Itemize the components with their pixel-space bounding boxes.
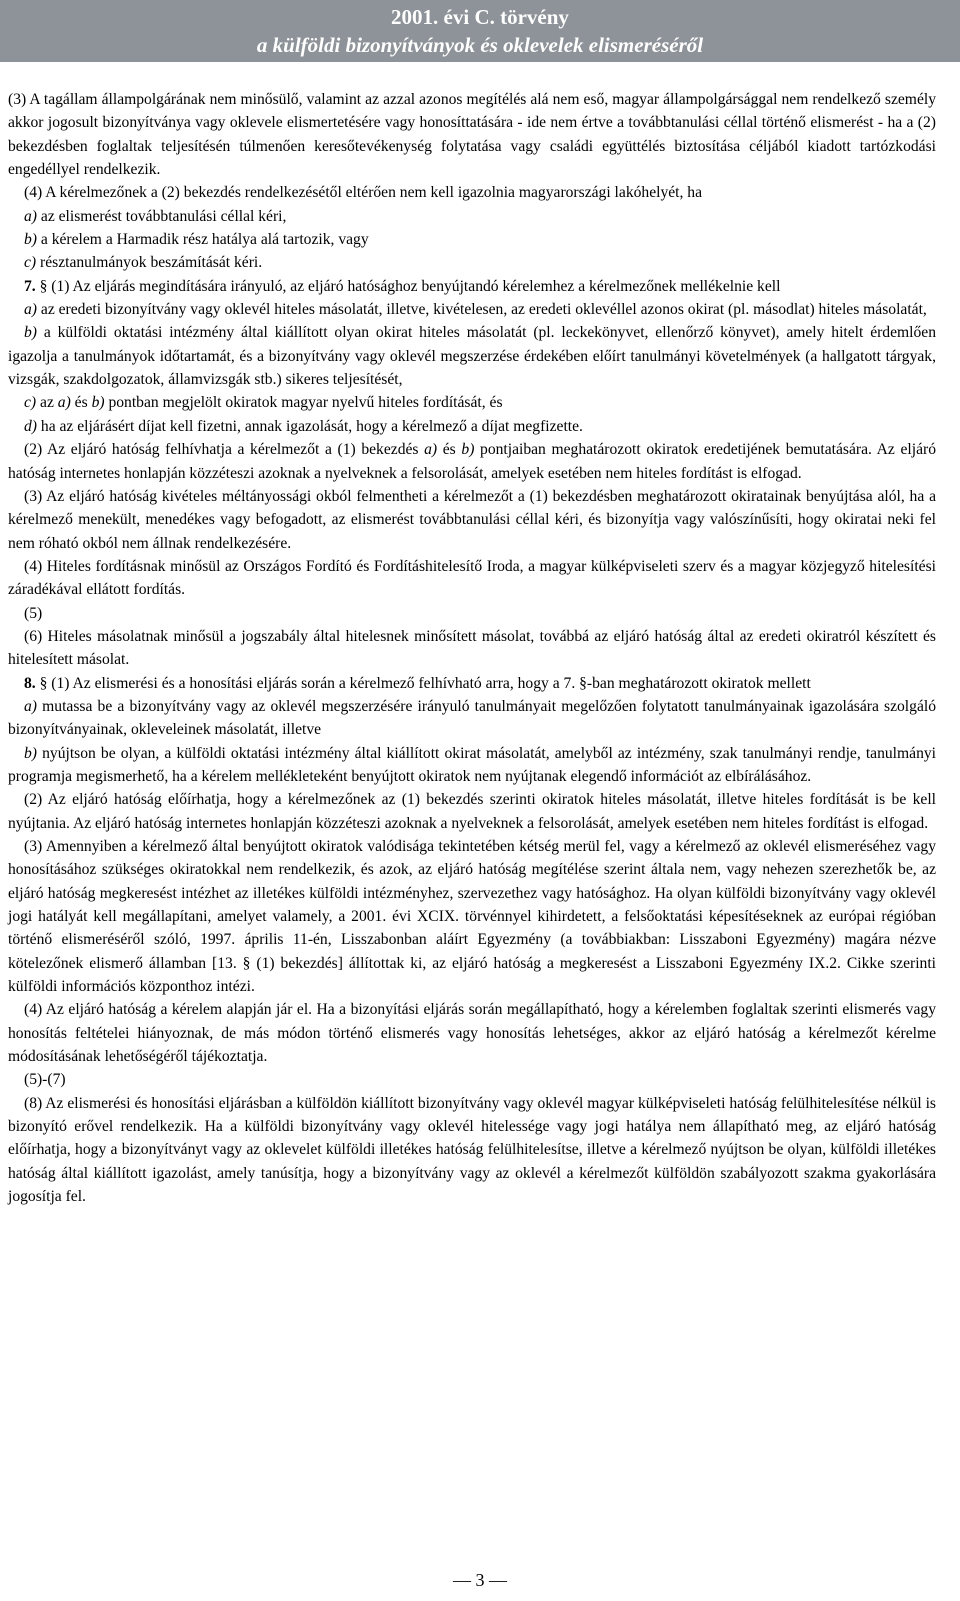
paragraph-s7-5: (5) [24,604,43,622]
paragraph-s7a: a) az eredeti bizonyítvány vagy oklevél hiteles másolatát, illetve, kivételesen, az eredeti oklevéllel azonos okirat (pl. másodlat) hiteles másolatát, [24,301,927,319]
law-title: 2001. évi C. törvény [391,5,569,29]
paragraph-s7: 7. § (1) Az eljárás megindítására irányuló, az eljáró hatósághoz benyújtandó kérelemhez a kérelmezőnek mellékelnie kell [24,277,781,295]
page-number: — 3 — [453,1570,507,1590]
law-subtitle: a külföldi bizonyítványok és oklevelek elismeréséről [256,33,704,57]
paragraph-s7-4: (4) Hiteles fordításnak minősül az Országos Fordító és Fordításhitelesítő Iroda, a magyar külképviseleti szerv és a magyar közjegyző hitelesítési záradékával ellátott fordítás. [8,557,936,599]
document-body [8,88,936,1209]
paragraph-s7-3: (3) Az eljáró hatóság kivételes méltányossági okból felmentheti a kérelmezőt a (1) bekezdésben meghatározott okiratainak benyújtása alól, ha a kérelmező menekült, menedékes vagy befogadott, az elismerést továbbtanulási céllal kéri, és bizonyítja vagy valószínűsíti, hogy okiratai neki fel nem róható okból nem állnak rendelkezésére. [8,487,936,552]
paragraph-p3: (3) A tagállam állampolgárának nem minősülő, valamint az azzal azonos megítélés alá nem eső, magyar állampolgársággal nem rendelkező személy akkor jogosult bizonyítványa vagy oklevele elismertetésére vagy honosíttatására - ide nem értve a továbbtanulási céllal történő elismerést - ha a (2) bekezdésben foglaltak teljesítésén túlmenően keresőtevékenység folytatása vagy családi együttélés biztosítása céljából kiadott tartózkodási engedéllyel rendelkezik. [8,91,936,179]
paragraph-s8-4: (4) Az eljáró hatóság a kérelem alapján jár el. Ha a bizonyítási eljárás során megállapítható, hogy a kérelemben foglaltak szerinti elismerés vagy honosítás feltételei hiányoznak, de más módon történő elismerés vagy honosítás lehetséges, akkor az eljáró hatóság a kérelmezőt kérelme módosításának lehetőségéről tájékoztatja. [8,1001,936,1066]
paragraph-p4b: b) a kérelem a Harmadik rész hatálya alá tartozik, vagy [24,231,369,249]
paragraph-s7-6: (6) Hiteles másolatnak minősül a jogszabály által hitelesnek minősített másolat, továbbá az eljáró hatóság által az eredeti okiratról készített és hitelesített másolat. [8,627,936,669]
paragraph-s8: 8. § (1) Az elismerési és a honosítási eljárás során a kérelmező felhívható arra, hogy a 7. §-ban meghatározott okiratok mellett [24,674,811,692]
paragraph-s8-3: (3) Amennyiben a kérelmező által benyújtott okiratok valódisága tekintetében kétség merül fel, vagy a kérelmező az oklevél elismeréséhez vagy honosításához szükséges okiratokkal nem rendelkezik, és azok, az eljáró hatóság megítélése szerint általa nem, vagy nehezen szerezhetők be, az eljáró hatóság megkeresést intézhet az illetékes külföldi intézményhez, szervezethez vagy hatósághoz. Ha olyan külföldi bizonyítvány vagy oklevél jogi hatályát kell megállapítani, amelyet valamely, a 2001. évi XCIX. törvénnyel kihirdetett, a felsőoktatási képesítéseknek az európai régióban történő elismeréséről szóló, 1997. április 11-én, Lisszabonban aláírt Egyezmény (a továbbiakban: Lisszaboni Egyezmény) magára nézve kötelezőnek elismerő államban [13. § (1) bekezdés] állítottak ki, az eljáró hatóság a megkeresést a Lisszaboni Egyezmény IX.2. Cikke szerinti külföldi információs központhoz intézi. [8,838,936,996]
paragraph-s7b: b) a külföldi oktatási intézmény által kiállított olyan okirat hiteles másolatát (pl. leckekönyvet, ellenőrző könyvet), amely hitelt érdemlően igazolja a tanulmányok időtartamát, és a bizonyítvány vagy oklevél megszerzése érdekében előírt tanulmányi követelmények (a hallgatott tárgyak, vizsgák, szakdolgozatok, államvizsgák stb.) sikeres teljesítését, [8,324,936,389]
paragraph-s7-2: (2) Az eljáró hatóság felhívhatja a kérelmezőt a (1) bekezdés a) és b) pontjaiban meghatározott okiratok eredetijének bemutatására. Az eljáró hatóság internetes honlapján közzéteszi azoknak a nyelveknek a felsorolását, amelyek esetében nem hiteles fordítást is elfogad. [8,441,936,482]
paragraph-s8a: a) mutassa be a bizonyítvány vagy az oklevél megszerzésére irányuló tanulmányait megelőzően folytatott tanulmányainak igazolására szolgáló bizonyítványainak, okleveleinek másolatát, illetve [8,697,936,739]
paragraph-s8b: b) nyújtson be olyan, a külföldi oktatási intézmény által kiállított okirat másolatát, amelyből az intézmény, szak tanulmányi rendje, tanulmányi programja megismerhető, ha a kérelem mellékleteként benyújtott okiratok nem nyújtanak elegendő információt az elbírálásához. [8,744,936,785]
paragraph-s8-5: (5)-(7) [24,1071,66,1089]
paragraph-p4a: a) az elismerést továbbtanulási céllal kéri, [24,207,287,225]
paragraph-s8-2: (2) Az eljáró hatóság előírhatja, hogy a kérelmezőnek az (1) bekezdés szerinti okiratok hiteles másolatát, illetve hiteles fordítását is be kell nyújtania. Az eljáró hatóság internetes honlapján közzéteszi azoknak a nyelveknek a felsorolását, amelyek esetében nem hiteles fordítást is elfogad. [8,791,936,832]
paragraph-p4c: c) résztanulmányok beszámítását kéri. [24,254,263,272]
paragraph-s7c: c) az a) és b) pontban megjelölt okiratok magyar nyelvű hiteles fordítását, és [24,394,503,412]
paragraph-p4: (4) A kérelmezőnek a (2) bekezdés rendelkezésétől eltérően nem kell igazolnia magyarországi lakóhelyét, ha [24,184,703,202]
page-header [0,0,960,62]
paragraph-s8-8: (8) Az elismerési és honosítási eljárásban a külföldön kiállított bizonyítvány vagy oklevél magyar külképviseleti hatóság felülhitelesítése nélkül is bizonyító erővel rendelkezik. Ha a külföldi bizonyítvány vagy oklevél hitelessége vagy jogi hatálya nem állapítható meg, az eljáró hatóság előírhatja, hogy a bizonyítványt vagy az oklevelet külföldi illetékes hatóság felülhitelesítse, illetve a kérelmező nyújtson be olyan, külföldi illetékes hatóság által kiállított igazolást, amely tanúsítja, hogy a bizonyítvány vagy az oklevél a kérelmezőt külföldön szabályozott szakma gyakorlására jogosítja fel. [8,1094,936,1206]
paragraph-s7d: d) ha az eljárásért díjat kell fizetni, annak igazolását, hogy a kérelmező a díjat megfizette. [24,417,583,435]
